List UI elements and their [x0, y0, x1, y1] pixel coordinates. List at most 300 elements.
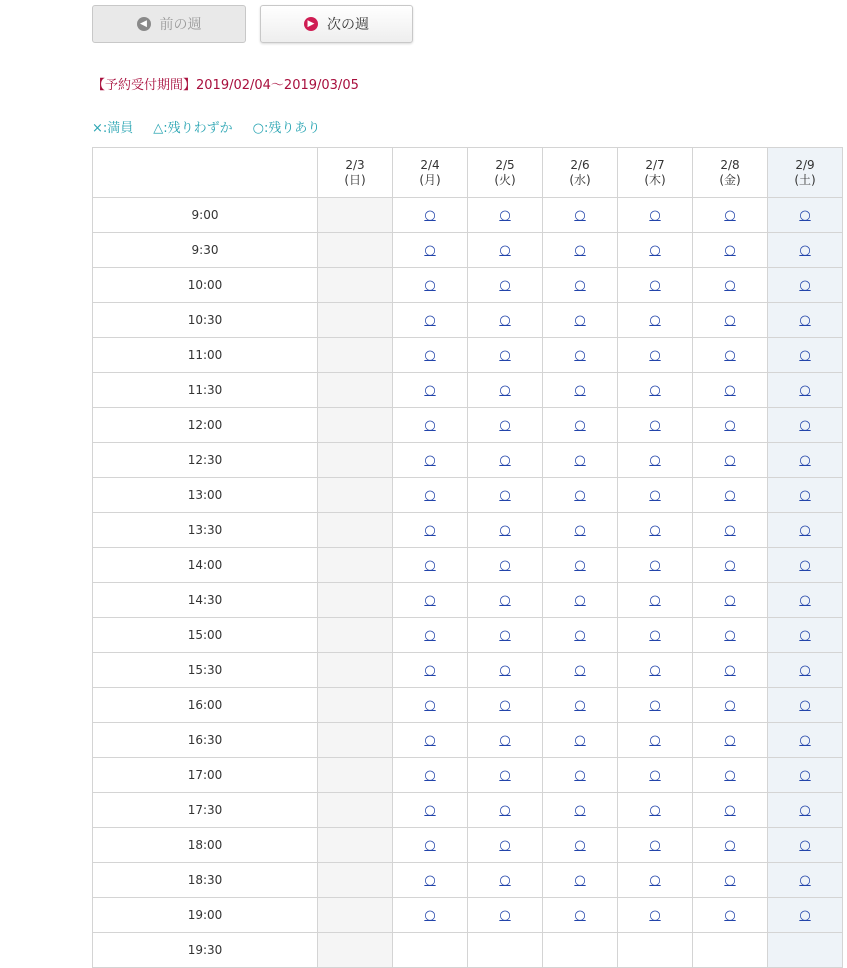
- slot-available-link[interactable]: ○: [424, 522, 436, 538]
- time-label: 10:30: [93, 303, 318, 338]
- slot-available-link[interactable]: ○: [499, 837, 511, 853]
- slot-cell: [393, 863, 468, 898]
- slot-cell: [618, 828, 693, 863]
- slot-cell: [393, 373, 468, 408]
- slot-cell: [768, 723, 843, 758]
- time-label: 15:00: [93, 618, 318, 653]
- slot-cell: [543, 373, 618, 408]
- time-row: [93, 898, 843, 933]
- slot-available-link[interactable]: ○: [799, 382, 811, 398]
- prev-week-button[interactable]: [92, 5, 246, 43]
- slot-available-link[interactable]: ○: [724, 312, 736, 328]
- slot-available-link[interactable]: ○: [424, 802, 436, 818]
- slot-cell: [543, 443, 618, 478]
- slot-available-link[interactable]: ○: [649, 277, 661, 293]
- slot-cell: [393, 688, 468, 723]
- slot-available-link[interactable]: ○: [574, 487, 586, 503]
- slot-available-link[interactable]: ○: [799, 872, 811, 888]
- slot-available-link[interactable]: ○: [799, 697, 811, 713]
- slot-cell: [618, 268, 693, 303]
- slot-available-link[interactable]: ○: [574, 837, 586, 853]
- slot-available-link[interactable]: ○: [499, 767, 511, 783]
- time-header-cell: [93, 148, 318, 198]
- slot-cell: [693, 198, 768, 233]
- slot-cell: [543, 338, 618, 373]
- slot-available-link[interactable]: ○: [649, 907, 661, 923]
- slot-available-link[interactable]: ○: [724, 872, 736, 888]
- slot-cell: [768, 933, 843, 968]
- slot-cell: [768, 443, 843, 478]
- time-row: [93, 618, 843, 653]
- slot-available-link[interactable]: ○: [499, 662, 511, 678]
- slot-available-link[interactable]: ○: [724, 907, 736, 923]
- slot-available-link[interactable]: ○: [649, 627, 661, 643]
- slot-available-link[interactable]: ○: [799, 417, 811, 433]
- slot-available-link[interactable]: ○: [574, 697, 586, 713]
- slot-cell: [543, 233, 618, 268]
- slot-cell: [693, 653, 768, 688]
- slot-cell: [468, 233, 543, 268]
- day-of-week: (日): [344, 172, 366, 187]
- slot-available-link[interactable]: ○: [799, 907, 811, 923]
- slot-cell: [468, 373, 543, 408]
- time-row: [93, 198, 843, 233]
- slot-cell: [468, 618, 543, 653]
- slot-available-link[interactable]: ○: [424, 872, 436, 888]
- slot-available-link[interactable]: ○: [724, 277, 736, 293]
- slot-available-link[interactable]: ○: [424, 207, 436, 223]
- time-label: 9:30: [93, 233, 318, 268]
- slot-cell: [618, 758, 693, 793]
- slot-cell: [318, 723, 393, 758]
- time-row: [93, 268, 843, 303]
- slot-available-link[interactable]: ○: [724, 837, 736, 853]
- slot-available-link[interactable]: ○: [724, 487, 736, 503]
- time-label: 18:30: [93, 863, 318, 898]
- slot-available-link[interactable]: ○: [499, 312, 511, 328]
- slot-cell: [393, 618, 468, 653]
- slot-available-link[interactable]: ○: [499, 697, 511, 713]
- slot-available-link[interactable]: ○: [724, 557, 736, 573]
- slot-cell: [468, 653, 543, 688]
- slot-cell: [768, 618, 843, 653]
- slot-available-link[interactable]: ○: [424, 557, 436, 573]
- slot-cell: [318, 268, 393, 303]
- slot-cell: [468, 688, 543, 723]
- slot-cell: [618, 373, 693, 408]
- slot-available-link[interactable]: ○: [649, 382, 661, 398]
- day-header: [768, 148, 843, 198]
- slot-cell: [318, 548, 393, 583]
- slot-available-link[interactable]: ○: [499, 872, 511, 888]
- slot-cell: [318, 303, 393, 338]
- slot-cell: [768, 268, 843, 303]
- slot-cell: [693, 303, 768, 338]
- slot-available-link[interactable]: ○: [724, 697, 736, 713]
- reservation-period: 【予約受付期間】2019/02/04〜2019/03/05: [92, 78, 359, 93]
- slot-available-link[interactable]: ○: [574, 802, 586, 818]
- day-of-week: (木): [644, 172, 666, 187]
- slot-available-link[interactable]: ○: [424, 452, 436, 468]
- time-label: 10:00: [93, 268, 318, 303]
- slot-cell: [393, 268, 468, 303]
- slot-available-link[interactable]: ○: [424, 592, 436, 608]
- slot-cell: [393, 303, 468, 338]
- slot-cell: [318, 758, 393, 793]
- slot-available-link[interactable]: ○: [499, 417, 511, 433]
- time-label: 16:30: [93, 723, 318, 758]
- slot-available-link[interactable]: ○: [574, 207, 586, 223]
- slot-cell: [318, 618, 393, 653]
- slot-available-link[interactable]: ○: [424, 417, 436, 433]
- slot-available-link[interactable]: ○: [724, 592, 736, 608]
- slot-available-link[interactable]: ○: [499, 907, 511, 923]
- day-header: [543, 148, 618, 198]
- slot-cell: [393, 828, 468, 863]
- slot-cell: [768, 758, 843, 793]
- day-date: 2/7: [645, 157, 665, 172]
- time-label: 14:00: [93, 548, 318, 583]
- time-row: [93, 933, 843, 968]
- slot-available-link[interactable]: ○: [574, 732, 586, 748]
- slot-available-link[interactable]: ○: [799, 242, 811, 258]
- slot-available-link[interactable]: ○: [649, 557, 661, 573]
- slot-cell: [693, 373, 768, 408]
- slot-cell: [693, 863, 768, 898]
- slot-available-link[interactable]: ○: [724, 522, 736, 538]
- slot-cell: [768, 898, 843, 933]
- slot-available-link[interactable]: ○: [424, 347, 436, 363]
- slot-available-link[interactable]: ○: [424, 382, 436, 398]
- time-row: [93, 443, 843, 478]
- slot-available-link[interactable]: ○: [724, 662, 736, 678]
- chevron-left-icon: ◀: [137, 17, 151, 31]
- slot-available-link[interactable]: ○: [799, 627, 811, 643]
- slot-cell: [618, 653, 693, 688]
- slot-cell: [768, 548, 843, 583]
- slot-available-link[interactable]: ○: [574, 907, 586, 923]
- slot-available-link[interactable]: ○: [424, 627, 436, 643]
- slot-available-link[interactable]: ○: [574, 242, 586, 258]
- slot-cell: [393, 513, 468, 548]
- slot-cell: [318, 513, 393, 548]
- slot-available-link[interactable]: ○: [799, 207, 811, 223]
- slot-cell: [468, 303, 543, 338]
- day-of-week: (火): [494, 172, 516, 187]
- slot-cell: [318, 408, 393, 443]
- slot-available-link[interactable]: ○: [499, 277, 511, 293]
- day-date: 2/8: [720, 157, 740, 172]
- time-row: [93, 653, 843, 688]
- slot-available-link[interactable]: ○: [649, 802, 661, 818]
- slot-cell: [468, 443, 543, 478]
- day-of-week: (水): [569, 172, 591, 187]
- slot-available-link[interactable]: ○: [724, 417, 736, 433]
- slot-available-link[interactable]: ○: [724, 732, 736, 748]
- slot-available-link[interactable]: ○: [574, 522, 586, 538]
- slot-available-link[interactable]: ○: [649, 207, 661, 223]
- time-row: [93, 688, 843, 723]
- slot-available-link[interactable]: ○: [574, 452, 586, 468]
- slot-cell: [393, 653, 468, 688]
- time-row: [93, 303, 843, 338]
- slot-available-link[interactable]: ○: [799, 452, 811, 468]
- slot-available-link[interactable]: ○: [649, 487, 661, 503]
- slot-available-link[interactable]: ○: [574, 312, 586, 328]
- slot-cell: [318, 933, 393, 968]
- chevron-right-icon: ▶: [304, 17, 318, 31]
- slot-cell: [543, 478, 618, 513]
- slot-cell: [618, 443, 693, 478]
- slot-available-link[interactable]: ○: [574, 557, 586, 573]
- slot-cell: [543, 723, 618, 758]
- slot-cell: [318, 373, 393, 408]
- slot-cell: [543, 548, 618, 583]
- slot-available-link[interactable]: ○: [424, 487, 436, 503]
- slot-available-link[interactable]: ○: [799, 802, 811, 818]
- time-row: [93, 338, 843, 373]
- slot-cell: [543, 863, 618, 898]
- slot-cell: [318, 863, 393, 898]
- slot-available-link[interactable]: ○: [424, 242, 436, 258]
- slot-available-link[interactable]: ○: [724, 767, 736, 783]
- time-row: [93, 828, 843, 863]
- slot-cell: [693, 933, 768, 968]
- slot-cell: [693, 478, 768, 513]
- slot-available-link[interactable]: ○: [799, 767, 811, 783]
- slot-cell: [768, 793, 843, 828]
- slot-available-link[interactable]: ○: [499, 592, 511, 608]
- legend-few-left: △:残りわずか: [153, 121, 233, 136]
- slot-available-link[interactable]: ○: [649, 452, 661, 468]
- slot-cell: [468, 408, 543, 443]
- slot-cell: [468, 513, 543, 548]
- slot-cell: [468, 478, 543, 513]
- slot-cell: [693, 898, 768, 933]
- slot-cell: [543, 513, 618, 548]
- slot-cell: [468, 268, 543, 303]
- slot-available-link[interactable]: ○: [499, 487, 511, 503]
- slot-cell: [618, 233, 693, 268]
- slot-cell: [618, 688, 693, 723]
- slot-available-link[interactable]: ○: [499, 347, 511, 363]
- time-label: 17:30: [93, 793, 318, 828]
- slot-available-link[interactable]: ○: [499, 627, 511, 643]
- next-week-button[interactable]: [260, 5, 413, 43]
- time-row: [93, 548, 843, 583]
- slot-available-link[interactable]: ○: [799, 487, 811, 503]
- day-header: [618, 148, 693, 198]
- slot-cell: [468, 793, 543, 828]
- time-label: 12:00: [93, 408, 318, 443]
- slot-available-link[interactable]: ○: [799, 277, 811, 293]
- slot-available-link[interactable]: ○: [574, 627, 586, 643]
- slot-available-link[interactable]: ○: [649, 242, 661, 258]
- slot-available-link[interactable]: ○: [574, 277, 586, 293]
- time-label: 19:30: [93, 933, 318, 968]
- slot-cell: [468, 723, 543, 758]
- availability-legend: [92, 117, 320, 136]
- slot-available-link[interactable]: ○: [649, 872, 661, 888]
- slot-available-link[interactable]: ○: [574, 592, 586, 608]
- slot-cell: [618, 723, 693, 758]
- slot-cell: [618, 548, 693, 583]
- slot-cell: [543, 618, 618, 653]
- slot-cell: [468, 583, 543, 618]
- slot-available-link[interactable]: ○: [649, 732, 661, 748]
- next-week-label: 次の週: [327, 17, 369, 33]
- slot-available-link[interactable]: ○: [649, 312, 661, 328]
- slot-cell: [618, 618, 693, 653]
- day-date: 2/4: [420, 157, 440, 172]
- day-date: 2/9: [795, 157, 815, 172]
- slot-cell: [318, 653, 393, 688]
- slot-cell: [768, 688, 843, 723]
- slot-available-link[interactable]: ○: [499, 382, 511, 398]
- slot-cell: [768, 583, 843, 618]
- slot-cell: [768, 478, 843, 513]
- slot-cell: [618, 933, 693, 968]
- slot-available-link[interactable]: ○: [499, 802, 511, 818]
- time-row: [93, 478, 843, 513]
- slot-cell: [768, 373, 843, 408]
- slot-cell: [543, 688, 618, 723]
- slot-cell: [393, 723, 468, 758]
- slot-cell: [543, 198, 618, 233]
- slot-cell: [468, 548, 543, 583]
- slot-available-link[interactable]: ○: [649, 522, 661, 538]
- slot-available-link[interactable]: ○: [649, 767, 661, 783]
- slot-cell: [393, 408, 468, 443]
- slot-cell: [543, 583, 618, 618]
- slot-available-link[interactable]: ○: [799, 662, 811, 678]
- slot-available-link[interactable]: ○: [649, 662, 661, 678]
- slot-cell: [393, 898, 468, 933]
- slot-available-link[interactable]: ○: [649, 697, 661, 713]
- slot-available-link[interactable]: ○: [499, 207, 511, 223]
- slot-available-link[interactable]: ○: [424, 767, 436, 783]
- slot-available-link[interactable]: ○: [724, 207, 736, 223]
- time-label: 19:00: [93, 898, 318, 933]
- slot-cell: [618, 408, 693, 443]
- slot-cell: [543, 408, 618, 443]
- slot-available-link[interactable]: ○: [499, 522, 511, 538]
- slot-cell: [543, 828, 618, 863]
- slot-cell: [468, 863, 543, 898]
- slot-cell: [693, 583, 768, 618]
- day-header: [393, 148, 468, 198]
- time-label: 16:00: [93, 688, 318, 723]
- slot-available-link[interactable]: ○: [499, 557, 511, 573]
- slot-cell: [693, 758, 768, 793]
- slot-available-link[interactable]: ○: [574, 417, 586, 433]
- slot-available-link[interactable]: ○: [724, 242, 736, 258]
- slot-available-link[interactable]: ○: [649, 837, 661, 853]
- slot-cell: [543, 793, 618, 828]
- slot-cell: [768, 863, 843, 898]
- slot-cell: [468, 828, 543, 863]
- slot-available-link[interactable]: ○: [424, 662, 436, 678]
- day-of-week: (月): [419, 172, 441, 187]
- slot-available-link[interactable]: ○: [799, 347, 811, 363]
- slot-available-link[interactable]: ○: [424, 837, 436, 853]
- slot-cell: [393, 233, 468, 268]
- slot-cell: [693, 548, 768, 583]
- slot-available-link[interactable]: ○: [799, 522, 811, 538]
- slot-available-link[interactable]: ○: [424, 732, 436, 748]
- slot-cell: [468, 933, 543, 968]
- slot-cell: [693, 233, 768, 268]
- slot-cell: [318, 338, 393, 373]
- slot-available-link[interactable]: ○: [424, 277, 436, 293]
- slot-available-link[interactable]: ○: [499, 452, 511, 468]
- slot-available-link[interactable]: ○: [649, 347, 661, 363]
- day-of-week: (金): [719, 172, 741, 187]
- slot-available-link[interactable]: ○: [724, 347, 736, 363]
- slot-cell: [693, 723, 768, 758]
- time-row: [93, 373, 843, 408]
- slot-available-link[interactable]: ○: [574, 767, 586, 783]
- day-date: 2/3: [345, 157, 365, 172]
- slot-available-link[interactable]: ○: [499, 242, 511, 258]
- slot-cell: [693, 618, 768, 653]
- slot-available-link[interactable]: ○: [574, 382, 586, 398]
- slot-cell: [318, 233, 393, 268]
- calendar-header-row: [93, 148, 843, 198]
- day-header: [693, 148, 768, 198]
- prev-week-label: 前の週: [159, 17, 202, 33]
- time-row: [93, 513, 843, 548]
- slot-cell: [393, 933, 468, 968]
- time-row: [93, 793, 843, 828]
- time-row: [93, 758, 843, 793]
- slot-cell: [618, 793, 693, 828]
- slot-available-link[interactable]: ○: [574, 662, 586, 678]
- slot-available-link[interactable]: ○: [799, 312, 811, 328]
- slot-available-link[interactable]: ○: [499, 732, 511, 748]
- slot-cell: [543, 303, 618, 338]
- slot-available-link[interactable]: ○: [724, 627, 736, 643]
- time-row: [93, 863, 843, 898]
- slot-cell: [318, 443, 393, 478]
- slot-cell: [618, 303, 693, 338]
- slot-available-link[interactable]: ○: [649, 417, 661, 433]
- slot-cell: [693, 688, 768, 723]
- slot-available-link[interactable]: ○: [724, 382, 736, 398]
- slot-cell: [618, 583, 693, 618]
- slot-available-link[interactable]: ○: [799, 732, 811, 748]
- slot-available-link[interactable]: ○: [724, 802, 736, 818]
- slot-cell: [543, 653, 618, 688]
- slot-available-link[interactable]: ○: [799, 557, 811, 573]
- slot-available-link[interactable]: ○: [424, 697, 436, 713]
- slot-available-link[interactable]: ○: [574, 347, 586, 363]
- slot-available-link[interactable]: ○: [799, 592, 811, 608]
- time-label: 9:00: [93, 198, 318, 233]
- slot-cell: [768, 513, 843, 548]
- slot-available-link[interactable]: ○: [424, 907, 436, 923]
- slot-available-link[interactable]: ○: [649, 592, 661, 608]
- slot-available-link[interactable]: ○: [574, 872, 586, 888]
- slot-cell: [618, 898, 693, 933]
- slot-available-link[interactable]: ○: [424, 312, 436, 328]
- time-label: 17:00: [93, 758, 318, 793]
- slot-cell: [318, 828, 393, 863]
- slot-available-link[interactable]: ○: [724, 452, 736, 468]
- slot-available-link[interactable]: ○: [799, 837, 811, 853]
- slot-cell: [693, 268, 768, 303]
- day-header: [318, 148, 393, 198]
